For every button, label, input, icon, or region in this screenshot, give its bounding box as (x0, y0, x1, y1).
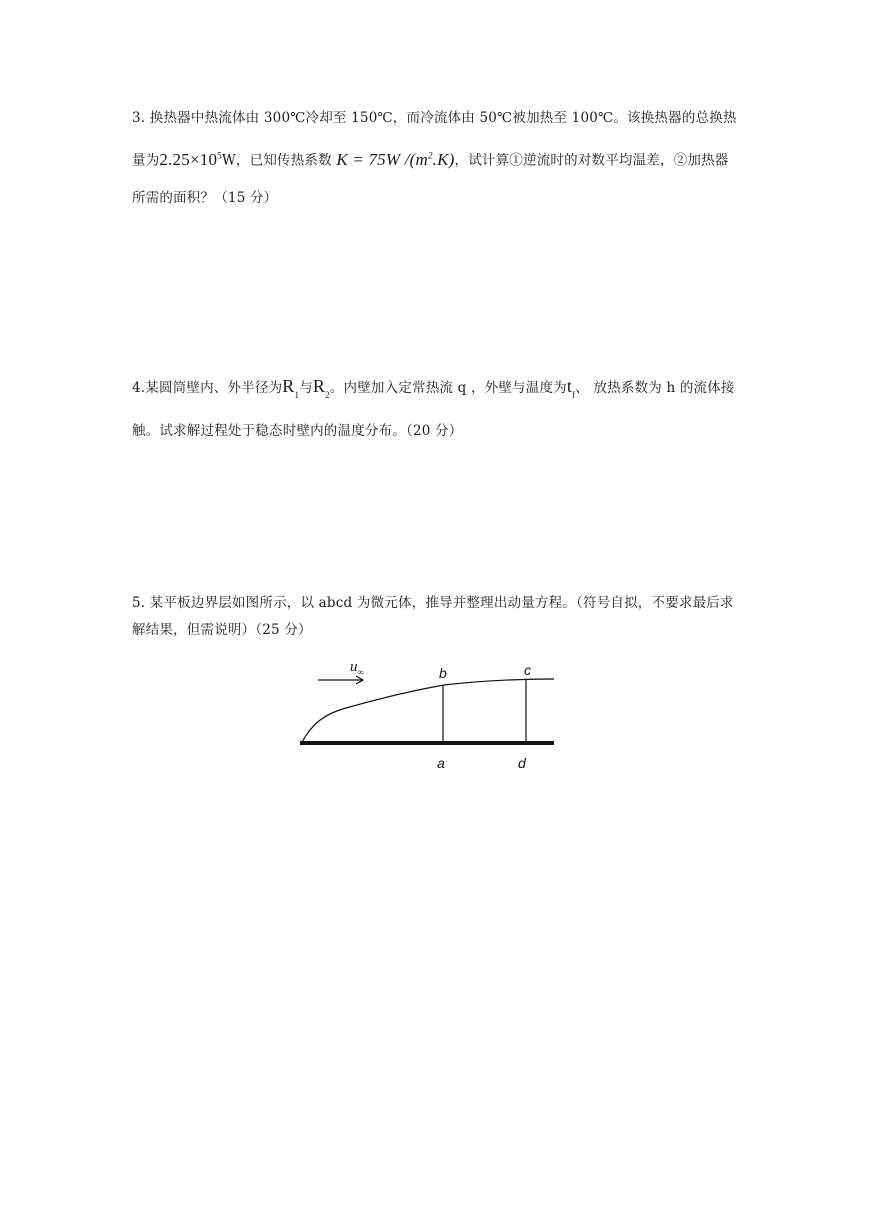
q4-r1 (282, 376, 300, 400)
q3-text-start: 3. 换热器中热流体由 300℃冷却至 150℃，而冷流体由 50℃被加热至 100℃。该换热器的总换热量为 (132, 110, 737, 169)
question-4 (132, 368, 740, 450)
question-5 (132, 590, 740, 644)
q4-r1-subscript: 1 (294, 389, 300, 400)
q4-r2 (312, 376, 330, 400)
point-b-label: b (439, 665, 447, 681)
boundary-layer-edge-curve (302, 679, 554, 742)
q4-r2-subscript: 2 (325, 389, 330, 400)
q3-heat-exponent: 5 (217, 150, 222, 160)
question-3 (132, 100, 740, 217)
q4-r2-letter: R (312, 376, 326, 396)
q4-tf-subscript: f (572, 389, 576, 400)
q5-text: 5. 某平板边界层如图所示，以 abcd 为微元体，推导并整理出动量方程。（符号自拟，不要求最后求解结果，但需说明）（25 分） (132, 595, 734, 638)
q3-k-formula-main: K = 75W /(m (336, 149, 428, 169)
boundary-layer-diagram (298, 652, 560, 776)
point-a-label: a (437, 755, 445, 771)
freestream-velocity-label: $u_\infty$ (350, 659, 364, 677)
q4-text-start: 4.某圆筒壁内、外半径为 (132, 380, 283, 396)
point-d-label: d (518, 755, 526, 771)
q3-heat-base: 2.25×10 (159, 149, 218, 169)
point-c-label: c (524, 662, 531, 678)
q3-k-exponent: 2 (427, 150, 433, 160)
q4-r1-letter: R (282, 376, 295, 396)
q4-text-end: 、 放热系数为 h 的流体接触。试求解过程处于稳态时壁内的温度分布。（20 分） (132, 380, 735, 439)
q3-k-formula-tail: .K) (432, 149, 455, 169)
q3-text-end: ，试计算①逆流时的对数平均温差，②加热器所需的面积？（15 分） (132, 152, 729, 206)
q3-heat-value (159, 150, 221, 169)
boundary-layer-figure (298, 652, 560, 776)
q4-and: 与 (299, 380, 313, 396)
q4-tf-letter: t (566, 376, 573, 396)
q4-tf (566, 376, 576, 400)
q3-k-formula (336, 150, 454, 169)
q4-text-middle: 。内壁加入定常热流 q ，外壁与温度为 (329, 380, 567, 396)
q3-heat-unit: W，已知传热系数 (221, 152, 332, 169)
